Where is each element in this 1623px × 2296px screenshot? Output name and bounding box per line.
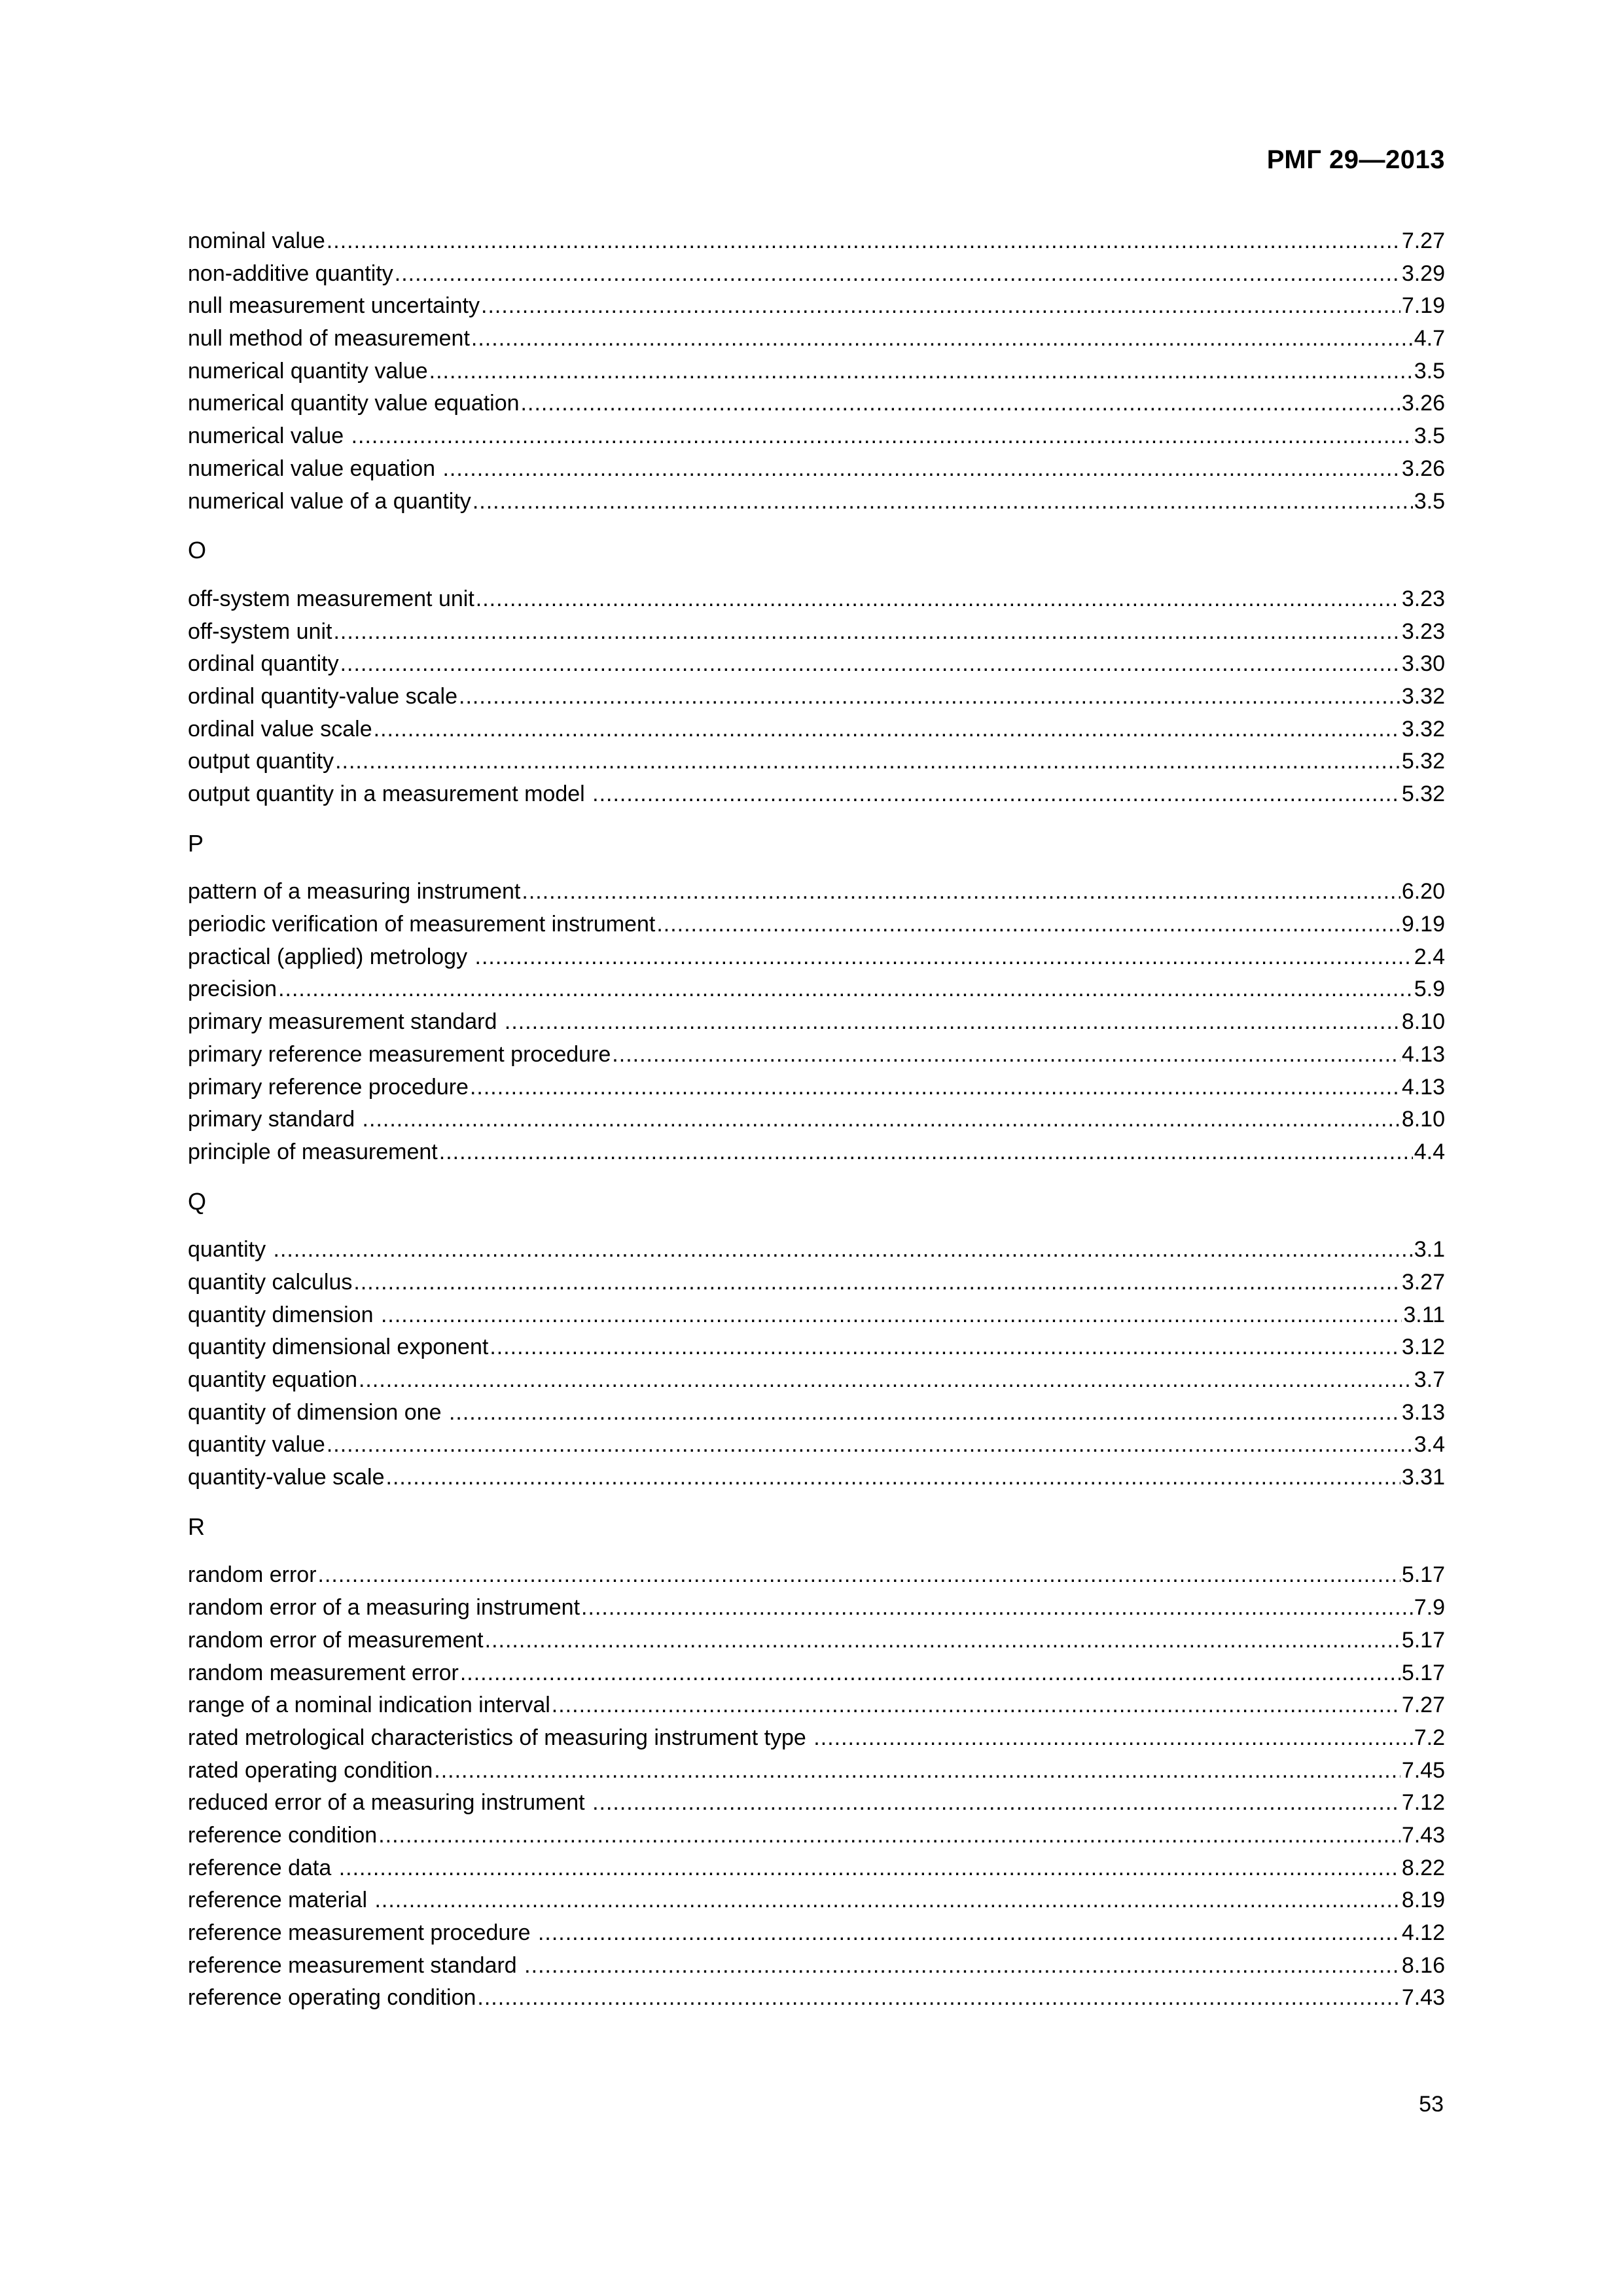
index-reference: 8.16	[1401, 1952, 1445, 1978]
index-reference: 3.13	[1401, 1399, 1445, 1425]
dot-leader	[318, 1559, 1400, 1592]
index-entry	[188, 1462, 1445, 1494]
dot-leader	[477, 1982, 1400, 2015]
index-term: numerical value	[188, 423, 350, 449]
index-reference: 4.13	[1401, 1041, 1445, 1067]
index-reference: 7.27	[1401, 1693, 1445, 1718]
index-term: reference data	[188, 1855, 338, 1880]
dot-leader	[581, 1592, 1413, 1624]
index-reference: 7.43	[1401, 1822, 1445, 1848]
index-term: range of a nominal indication interval	[188, 1693, 550, 1718]
index-term: quantity-value scale	[188, 1465, 385, 1490]
index-term: nominal value	[188, 228, 325, 253]
dot-leader	[327, 1429, 1413, 1462]
section-letter: R	[188, 1513, 205, 1540]
index-reference: 4.4	[1414, 1139, 1445, 1164]
index-entry	[188, 1071, 1445, 1104]
index-entry	[188, 1006, 1445, 1039]
index-reference: 3.26	[1401, 456, 1445, 481]
index-entry	[188, 486, 1445, 518]
index-reference: 5.17	[1401, 1562, 1445, 1588]
dot-leader	[442, 453, 1400, 486]
index-term: reference measurement standard	[188, 1952, 524, 1978]
index-term: reference operating condition	[188, 1985, 476, 2011]
index-entry	[188, 745, 1445, 778]
index-entry	[188, 387, 1445, 420]
index-reference: 9.19	[1401, 912, 1445, 937]
index-term: rated operating condition	[188, 1757, 433, 1783]
index-term: numerical value equation	[188, 456, 442, 481]
index-term: principle of measurement	[188, 1139, 438, 1164]
index-term: precision	[188, 977, 277, 1002]
index-term: quantity of dimension one	[188, 1399, 448, 1425]
index-reference: 7.12	[1401, 1790, 1445, 1816]
dot-leader	[538, 1917, 1400, 1950]
dot-leader	[386, 1462, 1400, 1494]
index-reference: 7.43	[1401, 1985, 1445, 2011]
index-entry	[188, 713, 1445, 746]
index-reference: 3.23	[1401, 586, 1445, 611]
index-entry	[188, 1689, 1445, 1722]
dot-leader	[490, 1331, 1400, 1364]
index-entry	[188, 1787, 1445, 1820]
index-entry	[188, 648, 1445, 681]
index-reference: 3.5	[1414, 488, 1445, 514]
index-entry	[188, 1722, 1445, 1755]
index-entry	[188, 453, 1445, 486]
index-reference: 4.12	[1401, 1920, 1445, 1945]
index-term: non-additive quantity	[188, 260, 393, 286]
dot-leader	[374, 1884, 1400, 1917]
index-term: primary standard	[188, 1107, 361, 1132]
index-entry	[188, 876, 1445, 908]
index-entry	[188, 1592, 1445, 1624]
index-reference: 3.11	[1403, 1302, 1445, 1327]
dot-leader	[278, 973, 1413, 1006]
index-term: quantity dimension	[188, 1302, 380, 1327]
index-reference: 7.9	[1414, 1595, 1445, 1621]
dot-leader	[475, 941, 1413, 974]
index-reference: 3.5	[1414, 423, 1445, 449]
dot-leader	[612, 1039, 1400, 1071]
index-term: random measurement error	[188, 1660, 459, 1685]
index-reference: 4.13	[1401, 1074, 1445, 1100]
index-entry	[188, 1884, 1445, 1917]
index-entry	[188, 1397, 1445, 1429]
index-entry	[188, 290, 1445, 323]
dot-leader	[476, 583, 1400, 616]
index-reference: 5.9	[1414, 977, 1445, 1002]
dot-leader	[473, 486, 1413, 518]
index-entry	[188, 1103, 1445, 1136]
index-term: ordinal quantity	[188, 651, 339, 677]
dot-leader	[552, 1689, 1400, 1722]
index-reference: 5.32	[1401, 749, 1445, 774]
index-reference: 3.4	[1414, 1432, 1445, 1458]
index-term: numerical quantity value	[188, 358, 428, 384]
index-entry	[188, 778, 1445, 811]
dot-leader	[522, 876, 1400, 908]
dot-leader	[524, 1950, 1400, 1982]
dot-leader	[374, 713, 1400, 746]
index-reference: 8.10	[1401, 1009, 1445, 1035]
index-reference: 7.27	[1401, 228, 1445, 253]
index-term: random error	[188, 1562, 317, 1588]
dot-leader	[381, 1299, 1402, 1332]
index-entry	[188, 583, 1445, 616]
dot-leader	[592, 1787, 1400, 1820]
dot-leader	[470, 1071, 1400, 1104]
index-reference: 7.19	[1401, 293, 1445, 319]
index-entry	[188, 1982, 1445, 2015]
index-entry	[188, 1950, 1445, 1982]
index-entry	[188, 941, 1445, 974]
index-reference: 3.5	[1414, 358, 1445, 384]
section-letter: Q	[188, 1187, 207, 1215]
index-term: primary reference measurement procedure	[188, 1041, 611, 1067]
index-entry	[188, 1624, 1445, 1657]
index-reference: 5.17	[1401, 1660, 1445, 1685]
index-entry	[188, 616, 1445, 649]
index-term: reference condition	[188, 1822, 378, 1848]
index-entry	[188, 420, 1445, 453]
index-entry	[188, 1820, 1445, 1852]
alphabetical-index	[188, 225, 1445, 2015]
index-entry	[188, 1331, 1445, 1364]
index-entry	[188, 1852, 1445, 1885]
index-entry	[188, 1266, 1445, 1299]
index-term: random error of a measuring instrument	[188, 1595, 580, 1621]
index-entry	[188, 1299, 1445, 1332]
section-letter: P	[188, 829, 204, 857]
index-entry	[188, 1364, 1445, 1397]
index-term: quantity calculus	[188, 1269, 353, 1295]
index-reference: 3.31	[1401, 1465, 1445, 1490]
index-entry	[188, 1429, 1445, 1462]
index-reference: 3.12	[1401, 1335, 1445, 1360]
section-letter: O	[188, 537, 207, 564]
dot-leader	[813, 1722, 1412, 1755]
index-entry	[188, 1755, 1445, 1787]
dot-leader	[395, 258, 1400, 291]
dot-leader	[353, 1266, 1400, 1299]
index-entry	[188, 1559, 1445, 1592]
dot-leader	[340, 648, 1400, 681]
index-term: pattern of a measuring instrument	[188, 879, 521, 905]
index-reference: 3.29	[1401, 260, 1445, 286]
index-term: primary reference procedure	[188, 1074, 469, 1100]
dot-leader	[505, 1006, 1400, 1039]
index-entry	[188, 355, 1445, 388]
document-code: РМГ 29—2013	[1266, 145, 1445, 174]
index-term: ordinal quantity-value scale	[188, 683, 458, 709]
index-term: numerical value of a quantity	[188, 488, 471, 514]
index-term: random error of measurement	[188, 1627, 484, 1653]
index-term: output quantity	[188, 749, 334, 774]
dot-leader	[460, 1657, 1400, 1690]
index-reference: 4.7	[1414, 326, 1445, 351]
dot-leader	[459, 681, 1400, 713]
dot-leader	[592, 778, 1400, 811]
index-reference: 5.17	[1401, 1627, 1445, 1653]
index-term: ordinal value scale	[188, 716, 372, 742]
index-reference: 3.27	[1401, 1269, 1445, 1295]
index-term: reference measurement procedure	[188, 1920, 537, 1945]
index-reference: 6.20	[1401, 879, 1445, 905]
index-entry	[188, 908, 1445, 941]
index-reference: 3.7	[1414, 1367, 1445, 1392]
index-term: off-system unit	[188, 619, 332, 644]
index-term: rated metrological characteristics of measuring instrument type	[188, 1725, 813, 1750]
index-term: quantity dimensional exponent	[188, 1335, 489, 1360]
index-reference: 3.32	[1401, 716, 1445, 742]
dot-leader	[434, 1755, 1400, 1787]
dot-leader	[363, 1103, 1400, 1136]
dot-leader	[378, 1820, 1400, 1852]
index-term: practical (applied) metrology	[188, 944, 474, 969]
dot-leader	[339, 1852, 1400, 1885]
index-term: reference material	[188, 1888, 374, 1913]
index-reference: 3.23	[1401, 619, 1445, 644]
index-entry	[188, 1234, 1445, 1266]
index-entry	[188, 323, 1445, 355]
index-term: null method of measurement	[188, 326, 470, 351]
dot-leader	[481, 290, 1400, 323]
index-entry	[188, 1917, 1445, 1950]
dot-leader	[335, 745, 1400, 778]
index-entry	[188, 1657, 1445, 1690]
index-term: reduced error of a measuring instrument	[188, 1790, 592, 1816]
page-number: 53	[1419, 2092, 1444, 2117]
dot-leader	[439, 1136, 1413, 1169]
index-reference: 8.10	[1401, 1107, 1445, 1132]
index-term: quantity	[188, 1237, 272, 1263]
index-term: primary measurement standard	[188, 1009, 503, 1035]
index-term: periodic verification of measurement instrument	[188, 912, 656, 937]
index-entry	[188, 1136, 1445, 1169]
index-term: null measurement uncertainty	[188, 293, 480, 319]
index-reference: 7.2	[1414, 1725, 1445, 1750]
index-term: quantity value	[188, 1432, 325, 1458]
index-term: quantity equation	[188, 1367, 357, 1392]
index-term: numerical quantity value equation	[188, 391, 520, 416]
dot-leader	[327, 225, 1400, 258]
index-reference: 8.19	[1401, 1888, 1445, 1913]
index-reference: 3.32	[1401, 683, 1445, 709]
index-entry	[188, 973, 1445, 1006]
index-reference: 5.32	[1401, 781, 1445, 806]
index-reference: 7.45	[1401, 1757, 1445, 1783]
dot-leader	[359, 1364, 1413, 1397]
index-term: output quantity in a measurement model	[188, 781, 592, 806]
index-reference: 8.22	[1401, 1855, 1445, 1880]
index-entry	[188, 258, 1445, 291]
dot-leader	[333, 616, 1400, 649]
index-reference: 3.30	[1401, 651, 1445, 677]
dot-leader	[274, 1234, 1413, 1266]
dot-leader	[471, 323, 1413, 355]
dot-leader	[656, 908, 1400, 941]
index-entry	[188, 1039, 1445, 1071]
dot-leader	[485, 1624, 1400, 1657]
dot-leader	[449, 1397, 1400, 1429]
index-term: off-system measurement unit	[188, 586, 474, 611]
dot-leader	[429, 355, 1413, 388]
index-reference: 3.26	[1401, 391, 1445, 416]
index-reference: 3.1	[1414, 1237, 1445, 1263]
dot-leader	[351, 420, 1413, 453]
dot-leader	[521, 387, 1400, 420]
index-entry	[188, 681, 1445, 713]
index-entry	[188, 225, 1445, 258]
index-reference: 2.4	[1414, 944, 1445, 969]
